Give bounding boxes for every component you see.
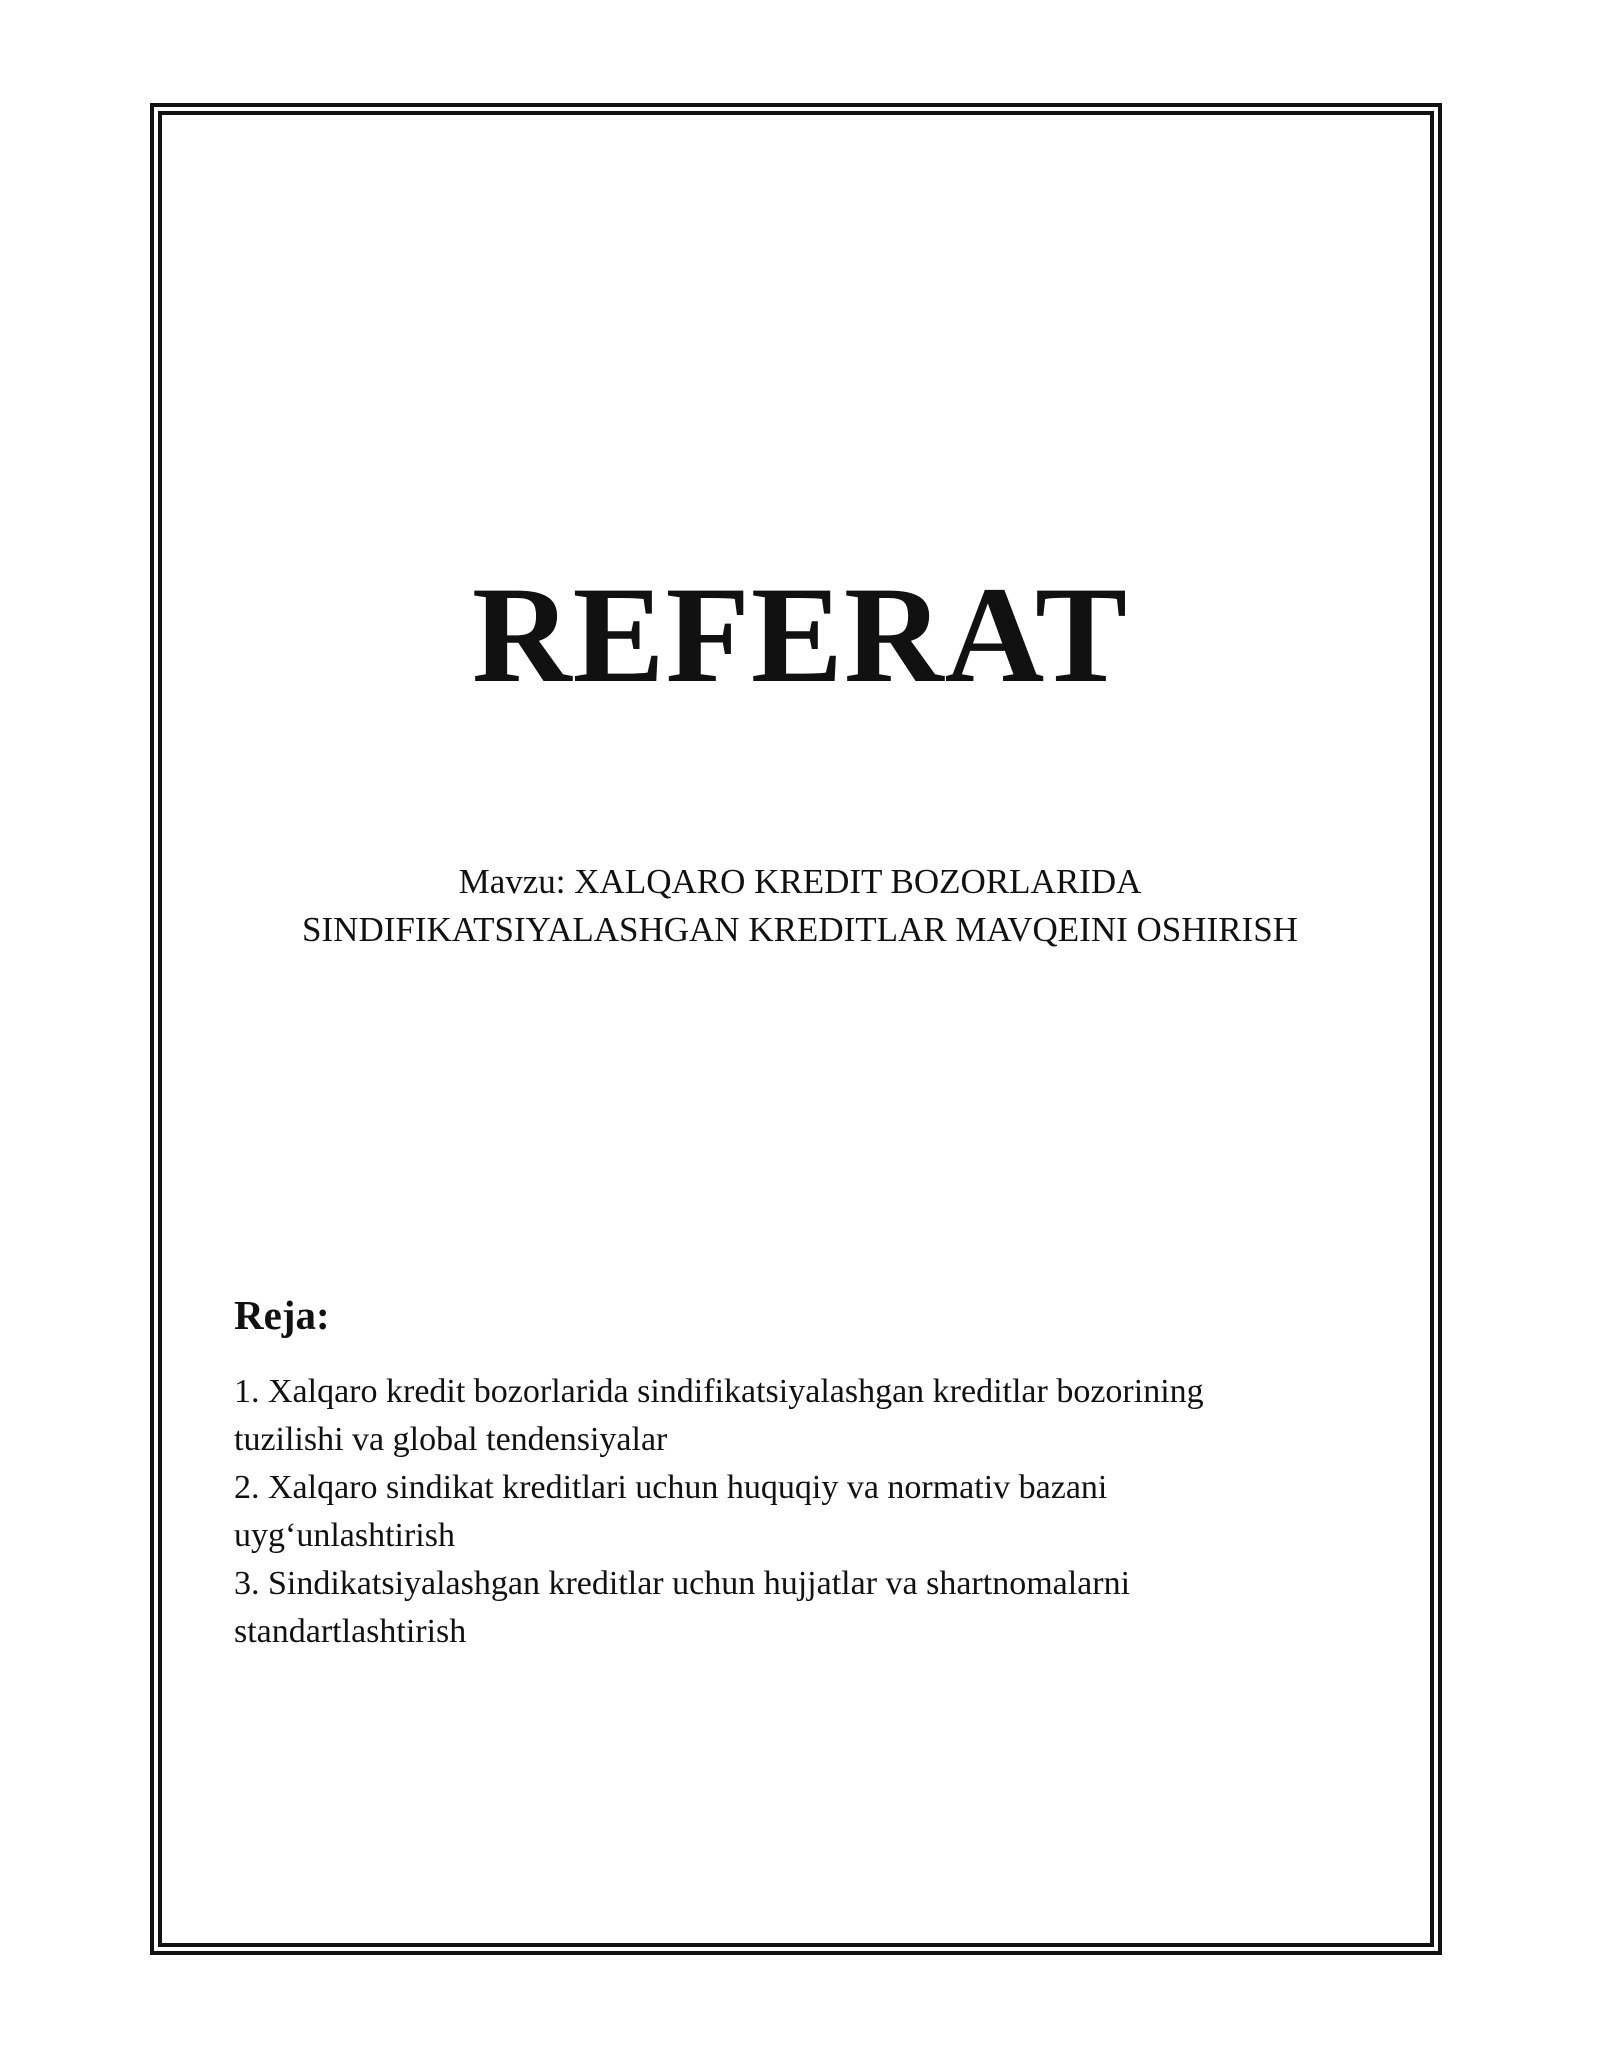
plan-item-3-line-2: standartlashtirish [234, 1613, 467, 1650]
topic-block [150, 858, 1450, 954]
plan-item-3-line-1: 3. Sindikatsiyalashgan kreditlar uchun hujjatlar va shartnomalarni [234, 1565, 1131, 1602]
plan-item-1-line-1: 1. Xalqaro kredit bozorlarida sindifikatsiyalashgan kreditlar bozorining [234, 1373, 1204, 1410]
document-title: REFERAT [471, 558, 1129, 711]
plan-item-1-line-2: tuzilishi va global tendensiyalar [234, 1421, 668, 1458]
plan-item-1 [234, 1368, 1354, 1464]
topic-line-2: SINDIFIKATSIYALASHGAN KREDITLAR MAVQEINI OSHIRISH [302, 910, 1298, 949]
plan-list [234, 1368, 1354, 1656]
plan-item-3 [234, 1560, 1354, 1656]
plan-item-2-line-2: uyg‘unlashtirish [234, 1517, 455, 1554]
plan-item-2 [234, 1464, 1354, 1560]
topic-line-1: Mavzu: XALQARO KREDIT BOZORLARIDA [458, 862, 1142, 901]
page-border-inner [158, 111, 1434, 1947]
plan-item-2-line-1: 2. Xalqaro sindikat kreditlari uchun huquqiy va normativ bazani [234, 1469, 1108, 1506]
plan-heading: Reja: [234, 1292, 330, 1338]
